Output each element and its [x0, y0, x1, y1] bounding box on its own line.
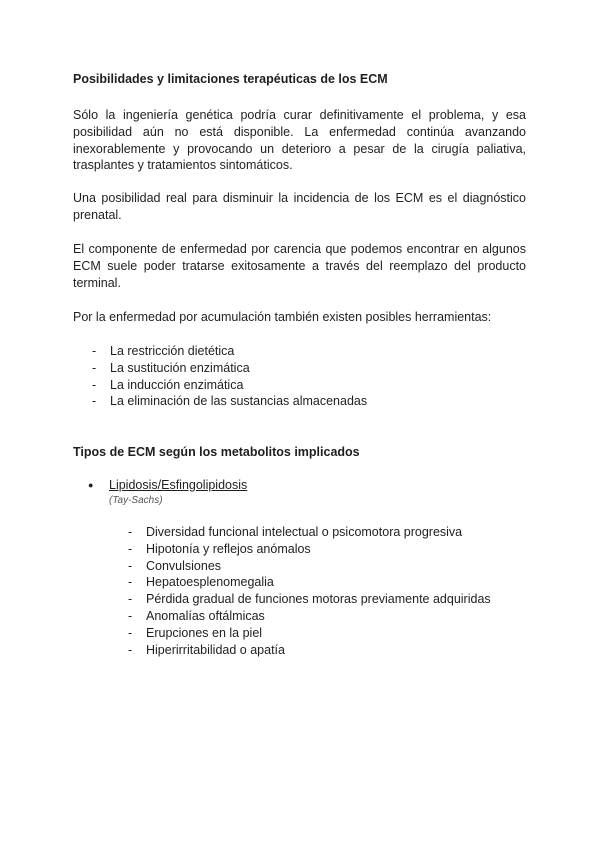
section-title-metabolites: Tipos de ECM según los metabolitos implicados: [73, 445, 360, 459]
paragraph-deficiency-treatment: El componente de enfermedad por carencia que podemos encontrar en algunos ECM suele poder tratarse exitosamente a través del reemplazo del producto terminal.: [73, 242, 526, 290]
section-title-therapeutic: Posibilidades y limitaciones terapéuticas de los ECM: [73, 72, 388, 86]
bullet-note: (Tay-Sachs): [109, 495, 163, 506]
paragraph-genetic-engineering: Sólo la ingeniería genética podría curar definitivamente el problema, y esa posibilidad aún no está disponible. La enfermedad continúa avanzando inexorablemente y provocando un deterioro a pesar de la cirugía paliativa, trasplantes y tratamientos sintomáticos.: [73, 108, 526, 173]
paragraph-accumulation-tools: Por la enfermedad por acumulación también existen posibles herramientas:: [73, 310, 492, 324]
bullet-icon: ●: [88, 480, 94, 490]
lipidosis-link[interactable]: Lipidosis/Esfingolipidosis: [109, 478, 248, 492]
document-page: Posibilidades y limitaciones terapéuticas de los ECM Sólo la ingeniería genética podría curar definitivamente el problema, y esa posibilidad aún no está disponible. La enfermedad continúa avanzando inexorablemente y provocando un deterioro a pesar de la cirugía paliativa, trasplantes y tratamientos sintomáticos. Una posibilidad real para disminuir la incidencia de los ECM es el diagnóstico prenatal. El componente de enfermedad por carencia que podemos encontrar en algunos ECM suele poder tratarse exitosamente a través del reemplazo del producto terminal. Por la enfermedad por acumulación también existen posibles herramientas: - La restricción dietética - La sustitución enzimática - La inducción enzimática - La eliminación de las sustancias almacenadas Tipos de ECM según los metabolitos implicados ● Lipidosis/Esfingolipidosis (Tay-Sachs) - Diversidad funcional intelectual o psicomotora progresiva - Hipotonía y reflejos anómalos - Convulsiones - Hepatoesplenomegalia - Pérdida gradual de funciones motoras previamente adquiridas - Anomalías oftálmicas - Erupciones en la piel - Hiperirritabilidad o apatía: [73, 72, 526, 657]
paragraph-prenatal-diagnosis: Una posibilidad real para disminuir la incidencia de los ECM es el diagnóstico prenatal.: [73, 191, 526, 222]
